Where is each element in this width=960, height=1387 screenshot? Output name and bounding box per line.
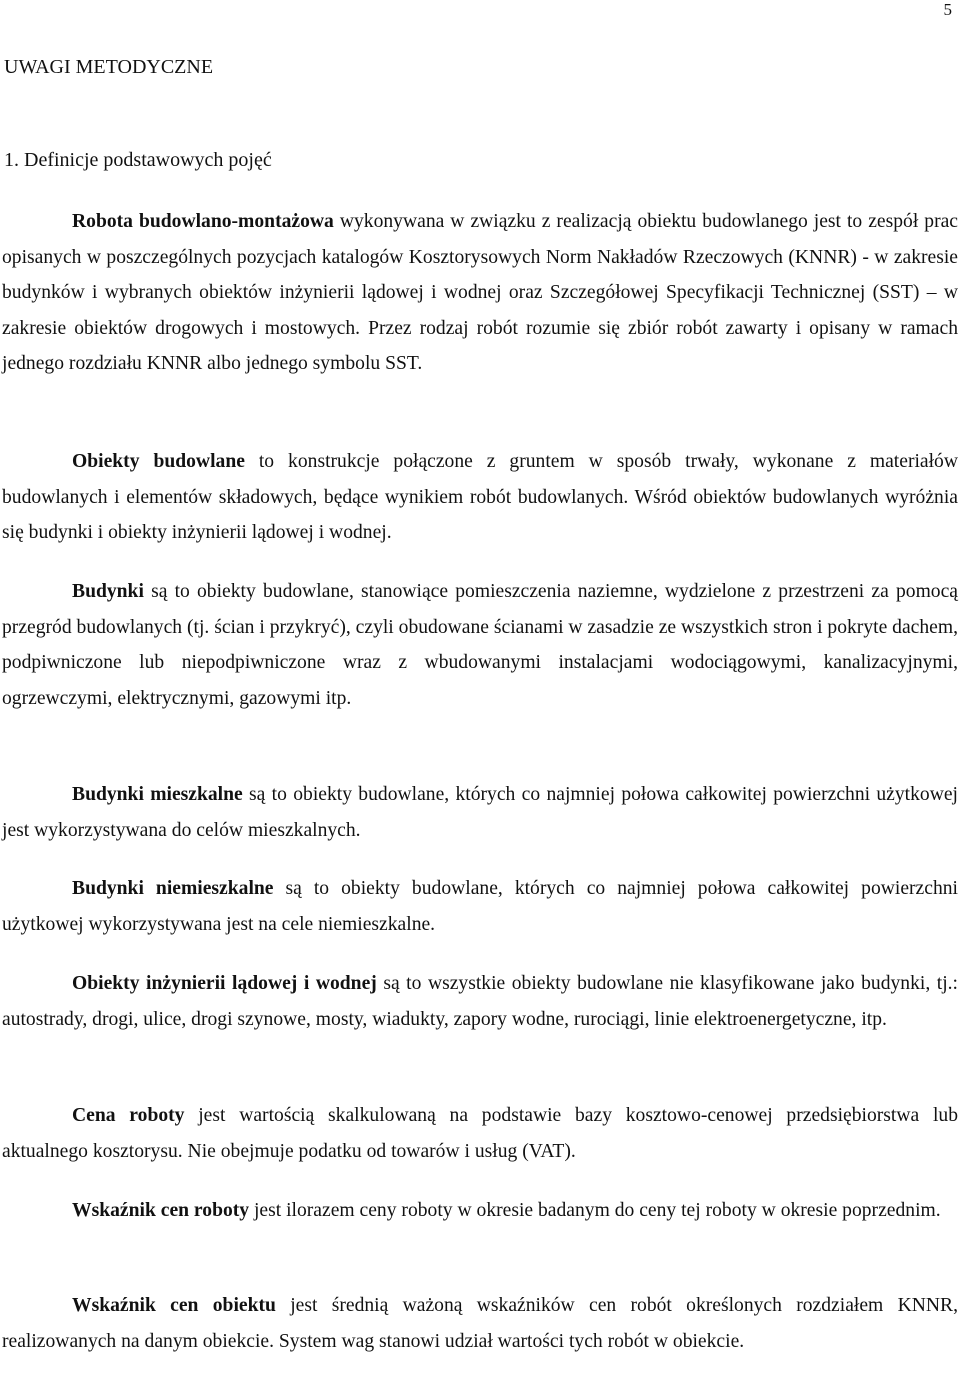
definition-cena-roboty [2, 1098, 958, 1169]
definition-budynki-mieszkalne [2, 777, 958, 848]
definition-text: jest ilorazem ceny roboty w okresie badanym do ceny tej roboty w okresie poprzednim. [249, 1200, 941, 1221]
document-title: UWAGI METODYCZNE [4, 56, 214, 78]
definition-text: to konstrukcje połączone z gruntem w sposób trwały, wykonane z materiałów budowlanych i elementów składowych, będące wynikiem robót budowlanych. Wśród obiektów budowlanych wyróżnia się budynki i obiekty inżynierii lądowej i wodnej. [2, 451, 958, 544]
definition-text: są to obiekty budowlane, których co najmniej połowa całkowitej powierzchni użytkowej jest wykorzystywana do celów mieszkalnych. [2, 784, 959, 841]
definition-text: jest wartością skalkulowaną na podstawie bazy kosztowo-cenowej przedsiębiorstwa lub aktualnego kosztorysu. Nie obejmuje podatku od towarów i usług (VAT). [2, 1105, 958, 1162]
definition-budynki [2, 574, 958, 716]
term: Budynki [72, 581, 144, 602]
definition-wskaznik-cen-obiektu [2, 1288, 958, 1359]
term: Robota budowlano-montażowa [72, 211, 334, 232]
definition-budynki-niemieszkalne [2, 871, 958, 942]
term: Budynki niemieszkalne [72, 878, 274, 899]
definition-text: są to obiekty budowlane, których co najmniej połowa całkowitej powierzchni użytkowej wykorzystywana jest na cele niemieszkalne. [2, 878, 958, 935]
definition-obiekty-budowlane [2, 444, 958, 551]
definition-text: są to obiekty budowlane, stanowiące pomieszczenia naziemne, wydzielone z przestrzeni za pomocą przegród budowlanych (tj. ścian i przykryć), czyli obudowane ścianami w zasadzie ze wszystkich stron i pokryte dachem, podpiwniczone lub niepodpiwniczone wraz z wbudowanymi instalacjami wodociągowymi, kanalizacyjnymi, ogrzewczymi, elektrycznymi, gazowymi itp. [2, 581, 958, 709]
term: Wskaźnik cen roboty [72, 1200, 250, 1221]
definition-robota-budowlano-montazowa [2, 204, 958, 382]
section-heading: 1. Definicje podstawowych pojęć [4, 149, 272, 171]
definition-text: wykonywana w związku z realizacją obiektu budowlanego jest to zespół prac opisanych w poszczególnych pozycjach katalogów Kosztorysowych Norm Nakładów Rzeczowych (KNNR) - w zakresie budynków i wybranych obiektów inżynierii lądowej i wodnej oraz Szczegółowej Specyfikacji Technicznej (SST) – w zakresie obiektów drogowych i mostowych. Przez rodzaj robót rozumie się zbiór robót zawarty i opisany w ramach jednego rozdziału KNNR albo jednego symbolu SST. [2, 211, 958, 375]
definition-wskaznik-cen-roboty [2, 1193, 958, 1229]
term: Obiekty budowlane [72, 451, 245, 472]
term: Obiekty inżynierii lądowej i wodnej [72, 973, 377, 994]
page-number: 5 [943, 0, 952, 19]
definition-text: jest średnią ważoną wskaźników cen robót określonych rozdziałem KNNR, realizowanych na danym obiekcie. System wag stanowi udział wartości tych robót w obiekcie. [2, 1295, 958, 1352]
definition-text: są to wszystkie obiekty budowlane nie klasyfikowane jako budynki, tj.: autostrady, drogi, ulice, drogi szynowe, mosty, wiadukty, zapory wodne, rurociągi, linie elektroenergetyczne, itp. [2, 973, 958, 1030]
term: Budynki mieszkalne [72, 784, 243, 805]
definition-obiekty-inzynierii [2, 966, 958, 1037]
term: Wskaźnik cen obiektu [72, 1295, 276, 1316]
term: Cena roboty [72, 1105, 185, 1126]
